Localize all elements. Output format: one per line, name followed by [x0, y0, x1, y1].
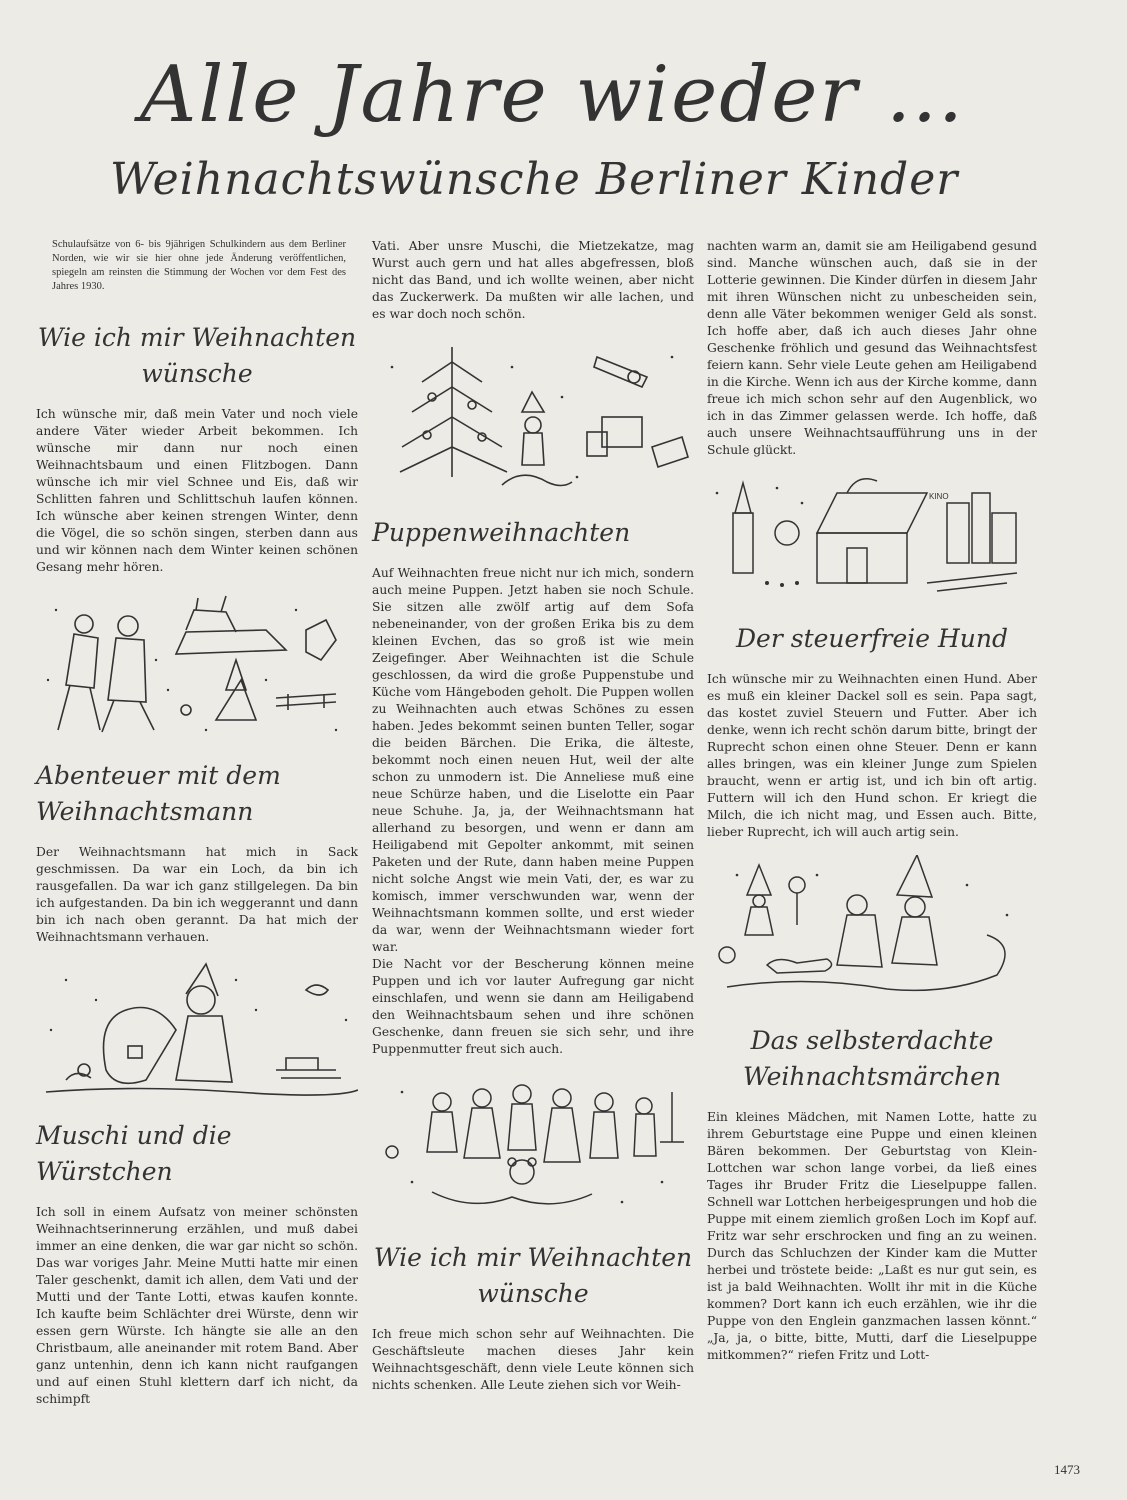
- column-2: [372, 238, 694, 1408]
- page-title: Alle Jahre wieder …: [140, 50, 966, 140]
- illustration-boy-dog-gnome: [707, 855, 1029, 1005]
- section-text-wish-2-continued: nachten warm an, damit sie am Heiligabend gesund sind. Manche wünschen auch, daß sie in der Lotterie gewinnen. Die Kinder dürfen in diesem Jahr mit ihren Wünschen nicht zu unbescheiden sein, denn alle Väter bekommen weniger Geld als sonst. Ich hoffe aber, daß ich auch dieses Jahr ohne Geschenke fröhlich und gesund das Weihnachtsfest feiern kann. Sehr viele Leute gehen am Heiligabend in die Kirche. Wenn ich aus der Kirche komme, dann freue ich mich schon sehr auf den Augenblick, wo ich in das Zimmer gelassen werde. Ich hoffe, daß auch unsere Weihnachtsaufführung uns in der Schule glückt.: [707, 239, 1037, 457]
- section-heading-dolls: Puppenweihnachten: [372, 518, 631, 547]
- section-text-wish: Ich wünsche mir, daß mein Vater und noch viele andere Väter wieder Arbeit bekommen. Ich wünsche mir dann nur noch einen Weihnachtsbaum und einen Flitzbogen. Dann wünsche ich mir viel Schnee und Eis, daß wir Schlitten fahren und Schlittschuh laufen können. Ich wünsche aber keinen strengen Winter, denn die Vögel, die so schön singen, sterben dann aus und wir können nach dem Winter keinen schönen Gesang mehr hören.: [36, 407, 358, 574]
- illustration-santa-sack: [36, 960, 358, 1100]
- illustration-christmas-tree-gifts: [372, 337, 694, 497]
- section-heading-fairytale: Das selbsterdachte Weihnachtsmärchen: [742, 1026, 1002, 1091]
- section-text-fairytale: Ein kleines Mädchen, mit Namen Lotte, hatte zu ihrem Geburtstage eine Puppe und einen kleinen Bären bekommen. Der Geburtstag von Klein-Lottchen war schon lange vorbei, da ließ eines Tages ihr Bruder Fritz die Lieselpuppe fallen. Schnell war Lottchen herbeigesprungen und hob die Puppe mit einem ziemlich großen Loch im Kopf auf. Fritz war sehr erschrocken und fing an zu weinen. Durch das Schluchzen der Kinder kam die Mutter herbei und tröstete beide: „Laßt es nur gut sein, es ist ja bald Weihnachten. Wollt ihr mit in die Küche kommen? Dort kann ich euch erzählen, wie ihr die Puppe von den Englein ganzmachen lassen könnt.“ „Ja, ja, o bitte, bitte, Mutti, darf die Lieselpuppe mitkommen?“ riefen Fritz und Lott-: [707, 1110, 1037, 1362]
- section-text-dolls: [372, 565, 694, 1058]
- section-heading-muschi: Muschi und die Würstchen: [36, 1121, 232, 1186]
- column-1: [36, 238, 358, 1422]
- section-text-wish-2: Ich freue mich schon sehr auf Weihnachten. Die Geschäftsleute machen dieses Jahr kein Weihnachtsgeschäft, denn viele Leute können sich nichts schenken. Alle Leute ziehen sich vor Weih-: [372, 1327, 694, 1392]
- section-heading-adventure: Abenteuer mit dem Weihnachtsmann: [36, 761, 281, 826]
- section-text-muschi-continued: Vati. Aber unsre Muschi, die Mietzekatze, mag Wurst auch gern und hat alles abgefressen, bloß nicht das Band, und ich wollte weinen, aber nicht das Zuckerwerk. Da mußten wir alle lachen, und es war doch noch schön.: [372, 239, 694, 321]
- page-subtitle: Weihnachtswünsche Berliner Kinder: [110, 154, 959, 205]
- intro-note: Schulaufsätze von 6- bis 9jährigen Schulkindern aus dem Berliner Norden, wie wir sie hier ohne jede Änderung veröffentlichen, spiegeln am reinsten die Stimmung der Wochen vor dem Fest des Jahres 1930.: [52, 239, 346, 292]
- section-heading-wish: Wie ich mir Weihnachten wünsche: [37, 323, 357, 388]
- illustration-dolls-group: [372, 1072, 694, 1222]
- illustration-church-city: [707, 473, 1029, 603]
- column-3: [707, 238, 1037, 1378]
- section-heading-dog: Der steuerfreie Hund: [736, 624, 1008, 653]
- illustration-winter-street: [36, 590, 358, 740]
- section-heading-wish-2: Wie ich mir Weihnachten wünsche: [373, 1243, 693, 1308]
- section-text-dolls-para-1: Auf Weihnachten freue nicht nur ich mich, sondern auch meine Puppen. Jetzt haben sie noch Schule. Sie sitzen alle zwölf artig auf dem Sofa nebeneinander, von der großen Erika bis zu dem kleinen Evchen, das so groß ist wie mein Zeigefinger. Aber Weihnachten ist die Schule geschlossen, da wird die große Puppenstube und Küche vom Hängeboden geholt. Die Puppen wollen zu Weihnachten auch etwas Schönes zu essen haben. Jedes bekommt seinen bunten Teller, sogar die beiden Bärchen. Die Erika, die älteste, bekommt noch einen neuen Hut, weil der alte schon zu unmodern ist. Die Anneliese muß eine neue Schürze haben, und die Liselotte ein Paar neue Schuhe. Ja, ja, der Weihnachtsmann hat allerhand zu besorgen, und wenn er dann am Heiligabend mit Gepolter ankommt, mit seinen Paketen und der Rute, dann haben meine Puppen nicht solche Angst wie mein Vati, der, es war zu komisch, immer verschwunden war, wenn der Weihnachtsmann kommen sollte, und erst wieder da war, wenn der Weihnachtsmann wieder fort war.: [372, 566, 694, 954]
- kino-label: KINO: [929, 492, 949, 501]
- page-number: 1473: [1054, 1462, 1080, 1477]
- section-text-muschi: Ich soll in einem Aufsatz von meiner schönsten Weihnachtserinnerung erzählen, und muß dabei immer an eine denken, die war gar nicht so schön. Das war voriges Jahr. Meine Mutti hatte mir einen Taler geschenkt, damit ich allen, dem Vati und der Mutti und der Tante Lotti, etwas kaufen konnte. Ich kaufte beim Schlächter drei Würste, denn wir essen gern Würste. Ich hängte sie alle an den Christbaum, alle aneinander mit rotem Band. Aber ganz untenhin, denn ich kann nicht raufgangen und auf einen Stuhl klettern darf ich nicht, da schimpft: [36, 1205, 358, 1406]
- section-text-dolls-para-2: Die Nacht vor der Bescherung können meine Puppen und ich vor lauter Aufregung gar nicht einschlafen, und wenn sie dann am Heiligabend den Weihnachtsbaum sehen und ihre schönen Geschenke, dann freuen sie sich sehr, und ihre Puppenmutter freut sich auch.: [372, 957, 694, 1056]
- section-text-dog: Ich wünsche mir zu Weihnachten einen Hund. Aber es muß ein kleiner Dackel soll es sein. Papa sagt, das kostet zuviel Steuern und Futter. Aber ich denke, wenn ich recht schön darum bitte, bringt der Ruprecht schon einen ohne Steuer. Denn er kann alles bringen, was ein kleiner Junge zum Spielen braucht, wenn er artig ist, und ich bin oft artig. Futtern will ich den Hund schon. Er kriegt die Milch, die ich nicht mag, und Essen auch. Bitte, lieber Ruprecht, ich will auch artig sein.: [707, 672, 1037, 839]
- section-text-adventure: Der Weihnachtsmann hat mich in Sack geschmissen. Da war ein Loch, da bin ich rausgefallen. Da war ich ganz stillgelegen. Da bin ich aufgestanden. Da bin ich weggerannt und dann bin ich nach oben gerannt. Da hat mich der Weihnachtsmann verhauen.: [36, 845, 358, 944]
